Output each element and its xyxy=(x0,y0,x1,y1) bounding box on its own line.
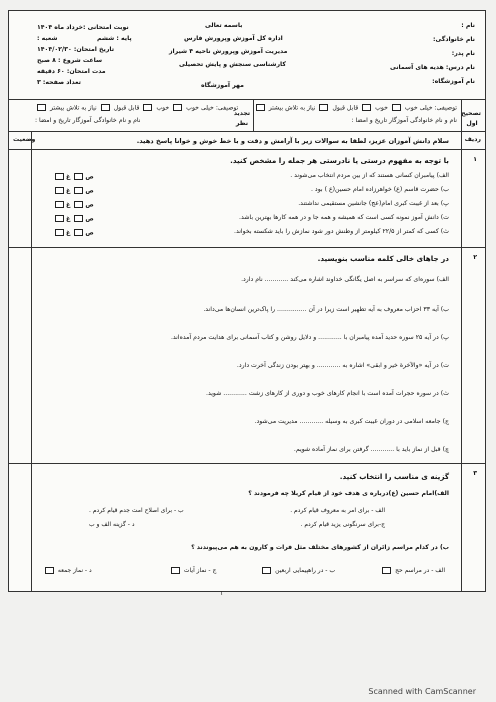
intro-text: سلام دانش آموزان عزیز، لطفا به سوالات زیر با آرامش و دقت و با خط خوش و خوانا پاسخ دهید. xyxy=(136,137,449,145)
q1-item-2: ب) حضرت قاسم (ع) خواهرزاده امام حسین(ع ) بود . xyxy=(311,186,449,193)
page-count: تعداد صفحه: ۳ xyxy=(37,79,81,86)
checkbox-acceptable[interactable] xyxy=(319,104,328,111)
q2-item-7: چ) قبل از نماز باید با ............ گرفتن برای نماز آماده شویم. xyxy=(293,446,449,453)
page-number: ۱ xyxy=(220,590,224,597)
q2-item-4: ت) در آیه «والآخرة خیر و ابقی» اشاره به ............ و بهتر بودن زندگی آخرت دارد. xyxy=(236,362,449,369)
header-title-4: کارشناسی سنجش و پایش تحصیلی xyxy=(179,61,286,68)
eval-left-scale: توصیفی: خیلی خوب خوب قابل قبول نیاز به تلاش بیشتر xyxy=(35,104,238,112)
false-box[interactable] xyxy=(55,229,64,236)
first-review-label: تصحیح اول xyxy=(461,110,481,127)
true-box[interactable] xyxy=(74,173,83,180)
student-family-label: نام خانوادگی: xyxy=(433,36,475,43)
q3-q1-option-d[interactable]: د - گزینه الف و ب xyxy=(89,521,135,528)
school-name-label: نام آموزشگاه: xyxy=(432,78,475,85)
start-time: ساعت شروع : ۸ صبح xyxy=(37,57,103,64)
q1-tf-row-4: ص غ xyxy=(53,215,94,223)
header-title-3: مدیریت آموزش وپرورش ناحیه ۴ شیراز xyxy=(169,48,288,55)
grade-label: پایه : ششم xyxy=(97,35,132,42)
option-box[interactable] xyxy=(262,567,271,574)
q1-tf-row-1: ص غ xyxy=(53,173,94,181)
scanner-watermark: Scanned with CamScanner xyxy=(368,687,476,696)
q2-item-5: ث) در سوره حجرات آمده است با انجام کارهای خوب و دوری از کارهای زشت ............ شوید. xyxy=(205,390,449,397)
q2-number: ۲ xyxy=(473,254,477,261)
option-box[interactable] xyxy=(171,567,180,574)
eval-right-scale: توصیفی: خیلی خوب خوب قابل قبول نیاز به تلاش بیشتر xyxy=(254,104,457,112)
status-column-header: وضعیت xyxy=(13,136,36,143)
q3-question-1: الف)امام حسین (ع)درباره ی هدف خود از قیام کربلا چه فرمودند ؟ xyxy=(248,490,449,497)
q1-tf-row-2: ص غ xyxy=(53,187,94,195)
father-name-label: نام پدر: xyxy=(451,50,475,57)
checkbox-very-good[interactable] xyxy=(392,104,401,111)
q1-tf-row-3: ص غ xyxy=(53,201,94,209)
q1-item-1: الف) پیامبران کسانی هستند که از بین مردم انتخاب می‌شوند . xyxy=(290,172,449,179)
q3-q2-option-b[interactable]: ب - در راهپیمایی اربعین xyxy=(260,567,335,574)
checkbox-acceptable-2[interactable] xyxy=(101,104,110,111)
row-column-header: ردیف xyxy=(464,136,481,143)
q3-q2-option-c[interactable]: ج - نماز آیات xyxy=(169,567,216,574)
branch-label: شعبه : xyxy=(37,35,58,42)
q1-item-4: ت) دانش آموز نمونه کسی است که همیشه و همه جا و در همه کارها بهترین باشد. xyxy=(239,214,449,221)
student-name-label: نام : xyxy=(461,22,475,29)
checkbox-good-2[interactable] xyxy=(143,104,152,111)
checkbox-needs-effort[interactable] xyxy=(256,104,265,111)
checkbox-good[interactable] xyxy=(362,104,371,111)
q3-q2-option-a[interactable]: الف - در مراسم حج xyxy=(380,567,445,574)
exam-duration: مدت امتحان: ۶۰ دقیقه xyxy=(37,68,106,75)
q2-item-6: ج) جامعه اسلامی در دوران غیبت کبری به وسیله ............ مدیریت می‌شود. xyxy=(254,418,449,425)
q2-item-2: ب) آیه ۳۳ احزاب معروف به آیه تطهیر است زیرا در آن ............... را پاک‌ترین انسان‌ها می‌داند. xyxy=(203,306,449,313)
checkbox-very-good-2[interactable] xyxy=(173,104,182,111)
q3-q1-option-c[interactable]: ج-برای سرنگونی یزید قیام کردم . xyxy=(300,521,385,528)
q1-title: با توجه به مفهوم درستی یا نادرستی هر جمله را مشخص کنید. xyxy=(230,156,449,165)
header-title-2: اداره کل آموزش وپرورش فارس xyxy=(184,35,283,42)
q3-q2-option-d[interactable]: د - نماز جمعه xyxy=(43,567,92,574)
checkbox-needs-effort-2[interactable] xyxy=(37,104,46,111)
q1-item-3: پ) بعد از غیبت کبری امام(عج) جانشین مستقیمی نداشتند. xyxy=(298,200,449,207)
q2-title: در جاهای خالی کلمه مناسب بنویسید. xyxy=(317,254,449,263)
q3-q1-option-a[interactable]: الف - برای امر به معروف قیام کردم . xyxy=(290,507,385,514)
exam-date: تاریخ امتحان: ۱۴۰۴/۰۲/۳۰ xyxy=(37,46,115,53)
q3-number: ۳ xyxy=(473,470,477,477)
school-seal-label: مهر آموزشگاه xyxy=(201,82,244,89)
q3-question-2: ب) در کدام مراسم زائران از کشورهای مختلف مثل فرات و کارون به هم می‌پیوندند ؟ xyxy=(191,544,449,551)
true-box[interactable] xyxy=(74,229,83,236)
q2-item-3: پ) در آیه ۲۵ سوره حدید آمده پیامبران با ............ و دلایل روشن و کتاب آسمانی برای هدایت مردم آمده‌اند. xyxy=(170,334,449,341)
q2-item-1: الف) سوره‌ای که سراسر به اصل یگانگی خداوند اشاره می‌کند ............ نام دارد. xyxy=(241,276,449,283)
exam-turn: نوبت امتحانی :خرداد ماه ۱۴۰۴ xyxy=(37,24,129,31)
false-box[interactable] xyxy=(55,215,64,222)
true-box[interactable] xyxy=(74,201,83,208)
q1-item-5: ث) کسی که کمتر از ۲۲/۵ کیلومتر از وطنش دور شود نمازش را باید شکسته بخواند. xyxy=(234,228,449,235)
revision-label: تجدید نظر xyxy=(233,110,251,127)
option-box[interactable] xyxy=(382,567,391,574)
course-name-label: نام درس: هدیه های آسمانی xyxy=(389,64,475,71)
header-title-1: باسمه تعالی xyxy=(205,22,243,29)
eval-left-sign: نام و نام خانوادگی آموزگار تاریخ و امضا : xyxy=(35,117,141,124)
q1-tf-row-5: ص غ xyxy=(53,229,94,237)
q3-title: گزینه ی مناسب را انتخاب کنید. xyxy=(339,472,449,481)
false-box[interactable] xyxy=(55,173,64,180)
true-box[interactable] xyxy=(74,215,83,222)
true-box[interactable] xyxy=(74,187,83,194)
exam-paper xyxy=(8,10,486,592)
q1-number: ۱ xyxy=(473,156,477,163)
option-box[interactable] xyxy=(45,567,54,574)
eval-right-sign: نام و نام خانوادگی آموزگار تاریخ و امضا : xyxy=(351,117,457,124)
false-box[interactable] xyxy=(55,201,64,208)
false-box[interactable] xyxy=(55,187,64,194)
q3-q1-option-b[interactable]: ب - برای اصلاح امت جدم قیام کردم . xyxy=(89,507,184,514)
